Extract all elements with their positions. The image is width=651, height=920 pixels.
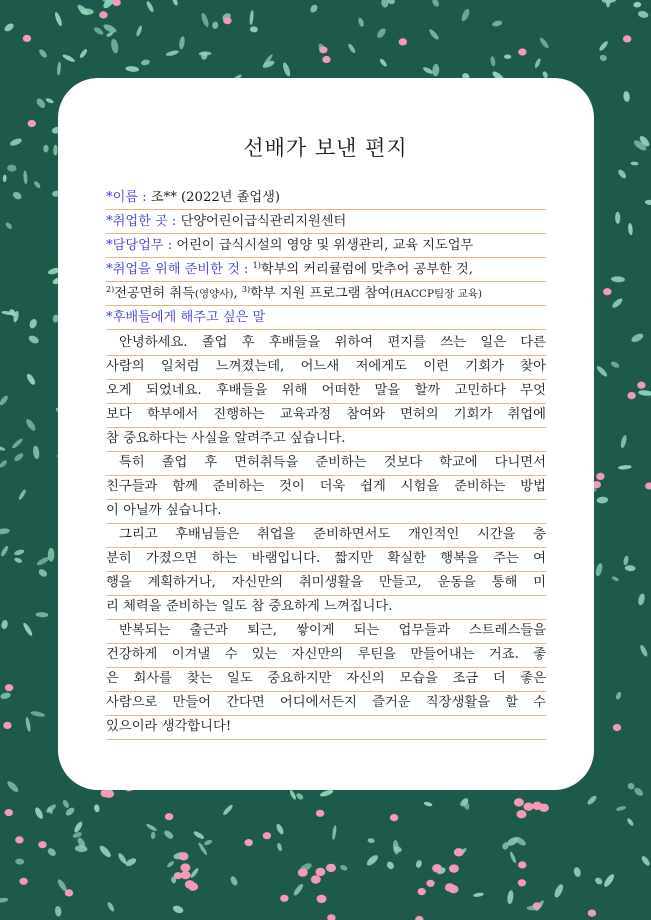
leaf-decoration [492, 20, 503, 28]
blossom-decoration [263, 832, 271, 839]
leaf-decoration [54, 906, 61, 917]
prep-item-2-note: (영양사) [194, 288, 234, 300]
body-line: 친구들과 함께 준비하는 것이 더욱 쉽게 시험을 준비하는 방법 [106, 476, 546, 500]
leaf-decoration [37, 568, 48, 579]
leaf-decoration [628, 223, 634, 236]
blossom-decoration [223, 17, 231, 24]
blossom-decoration [326, 864, 336, 872]
leaf-decoration [32, 445, 40, 459]
blossom-decoration [185, 880, 195, 888]
leaf-decoration [12, 190, 23, 200]
leaf-decoration [423, 801, 433, 807]
leaf-decoration [0, 545, 9, 557]
leaf-decoration [23, 170, 28, 184]
leaf-decoration [422, 66, 434, 75]
leaf-decoration [598, 40, 609, 52]
leaf-decoration [637, 593, 646, 606]
leaf-decoration [319, 789, 334, 798]
blossom-decoration [399, 38, 407, 45]
blossom-decoration [623, 35, 631, 42]
prep-item-1: 학부의 커리큘럼에 맞추어 공부한 것, [260, 262, 473, 277]
blossom-decoration [588, 910, 596, 917]
info-name [106, 186, 546, 210]
leaf-decoration [630, 161, 638, 165]
leaf-decoration [375, 27, 387, 40]
leaf-decoration [611, 276, 625, 283]
leaf-decoration [289, 789, 297, 800]
leaf-decoration [611, 297, 624, 309]
blossom-decoration [317, 895, 327, 903]
leaf-decoration [0, 394, 9, 406]
leaf-decoration [633, 786, 645, 797]
body-line: 이 아닐까 싶습니다. [106, 500, 546, 524]
leaf-decoration [599, 54, 608, 62]
leaf-decoration [625, 565, 636, 571]
leaf-decoration [200, 12, 210, 27]
leaf-decoration [0, 445, 6, 452]
blossom-decoration [415, 916, 423, 920]
duty-value: 어린이 급식시설의 영양 및 위생관리, 교육 지도업무 [176, 238, 474, 253]
prep-item-3: 학부 지원 프로그램 참여 [250, 286, 391, 301]
leaf-decoration [0, 528, 10, 535]
leaf-decoration [179, 36, 186, 50]
leaf-decoration [166, 860, 175, 868]
blossom-decoration [426, 880, 434, 887]
blossom-decoration [645, 482, 651, 489]
blossom-decoration [637, 382, 645, 389]
blossom-decoration [19, 878, 27, 885]
leaf-decoration [13, 549, 25, 557]
letter-body [106, 332, 546, 740]
leaf-decoration [616, 805, 627, 811]
leaf-decoration [229, 875, 239, 887]
prep-item-3-note: (HACCP팀장 교육) [390, 288, 483, 300]
leaf-decoration [35, 612, 48, 618]
leaf-decoration [1, 619, 9, 629]
leaf-decoration [473, 892, 484, 898]
workplace-value: 단양어린이급식관리지원센터 [180, 214, 347, 229]
leaf-decoration [415, 859, 423, 868]
leaf-decoration [64, 806, 76, 817]
leaf-decoration [57, 62, 62, 76]
leaf-decoration [48, 548, 55, 562]
leaf-decoration [630, 332, 644, 344]
leaf-decoration [212, 21, 219, 29]
leaf-decoration [93, 26, 105, 36]
blossom-decoration [449, 885, 459, 893]
leaf-decoration [610, 360, 620, 369]
leaf-decoration [11, 437, 24, 449]
leaf-decoration [13, 452, 25, 463]
info-duty [106, 234, 546, 258]
leaf-decoration [490, 56, 496, 67]
leaf-decoration [638, 390, 651, 397]
leaf-decoration [602, 0, 617, 3]
leaf-decoration [27, 334, 40, 345]
workplace-label: *취업한 곳 : [106, 214, 181, 229]
leaf-decoration [509, 851, 517, 864]
leaf-decoration [331, 825, 337, 840]
body-line: 리 체력을 준비하는 일도 참 중요하게 느껴집니다. [106, 596, 546, 620]
leaf-decoration [596, 496, 608, 503]
leaf-decoration [639, 644, 649, 657]
leaf-decoration [428, 28, 440, 41]
blossom-decoration [101, 789, 111, 797]
leaf-decoration [431, 0, 440, 8]
blossom-decoration [112, 0, 120, 6]
leaf-decoration [538, 36, 549, 49]
blossom-decoration [5, 684, 13, 691]
leaf-decoration [3, 22, 15, 33]
body-line: 있으이라 생각합니다! [106, 716, 546, 740]
blossom-decoration [524, 803, 534, 811]
leaf-decoration [367, 838, 375, 844]
leaf-decoration [4, 221, 13, 230]
blossom-decoration [432, 864, 442, 872]
blossom-decoration [316, 810, 324, 817]
blossom-decoration [38, 841, 46, 848]
leaf-decoration [615, 212, 620, 224]
body-line: 사람의 일처럼 느껴졌는데, 어느새 저에게도 이런 기회가 찾아 [106, 356, 546, 380]
leaf-decoration [249, 10, 254, 25]
blossom-decoration [23, 35, 31, 42]
leaf-decoration [623, 555, 629, 565]
leaf-decoration [25, 373, 36, 386]
body-line: 사람으로 만들어 간다면 어디에서든지 즐거운 직장생활을 할 수 [106, 692, 546, 716]
leaf-decoration [33, 180, 41, 189]
blossom-decoration [99, 11, 107, 18]
blossom-decoration [418, 888, 426, 895]
leaf-decoration [594, 876, 604, 886]
leaf-decoration [193, 830, 206, 840]
prep-marker-1: 1) [252, 261, 261, 270]
blossom-decoration [311, 875, 321, 883]
leaf-decoration [282, 62, 292, 78]
blossom-decoration [327, 914, 335, 920]
blossom-decoration [390, 814, 398, 821]
leaf-decoration [392, 840, 399, 855]
leaf-decoration [275, 823, 285, 836]
leaf-decoration [276, 842, 282, 851]
blossom-decoration [298, 868, 308, 876]
leaf-decoration [586, 794, 598, 806]
blossom-decoration [181, 871, 191, 879]
leaf-decoration [640, 855, 651, 867]
blossom-decoration [180, 863, 190, 871]
info-workplace [106, 210, 546, 234]
leaf-decoration [6, 780, 20, 794]
blossom-decoration [514, 798, 524, 806]
leaf-decoration [35, 97, 47, 110]
prep-separator: , [233, 286, 242, 301]
blossom-decoration [518, 861, 526, 868]
leaf-decoration [611, 575, 619, 582]
leaf-decoration [292, 883, 304, 897]
leaf-decoration [645, 199, 651, 205]
blossom-decoration [3, 722, 11, 729]
leaf-decoration [0, 692, 11, 700]
leaf-decoration [117, 852, 128, 865]
leaf-decoration [460, 8, 471, 23]
page-title: 선배가 보낸 편지 [243, 136, 408, 160]
leaf-decoration [172, 0, 179, 6]
blossom-decoration [280, 895, 288, 902]
blossom-decoration [627, 392, 635, 399]
body-line: 오게 되었네요. 후배들을 위해 어떠한 말을 할까 고민하다 무엇 [106, 380, 546, 404]
body-line: 안녕하세요. 졸업 후 후배들을 위하여 편지를 쓰는 일은 다른 [106, 332, 546, 356]
leaf-decoration [595, 365, 608, 378]
leaf-decoration [365, 853, 380, 867]
leaf-decoration [553, 883, 565, 899]
leaf-decoration [54, 11, 64, 26]
body-line: 은 회사를 찾는 일도 중요하지만 자신의 모습을 조금 더 좋은 [106, 668, 546, 692]
leaf-decoration [14, 557, 23, 564]
leaf-decoration [45, 97, 54, 104]
body-line: 특히 졸업 후 면허취득을 준비하는 것보다 학교에 다니면서 [106, 452, 546, 476]
leaf-decoration [339, 864, 348, 872]
prep-item-2: 전공면허 취득 [114, 286, 195, 301]
leaf-decoration [110, 38, 119, 54]
leaf-decoration [62, 53, 76, 63]
leaf-decoration [106, 901, 115, 912]
blossom-decoration [315, 868, 325, 876]
leaf-decoration [602, 873, 616, 889]
duty-label: *담당업무 : [106, 238, 177, 253]
blossom-decoration [613, 724, 621, 731]
blossom-decoration [603, 288, 611, 295]
leaf-decoration [30, 710, 45, 718]
blossom-decoration [319, 46, 327, 53]
leaf-decoration [46, 847, 57, 858]
leaf-decoration [617, 168, 628, 179]
leaf-decoration [38, 48, 48, 59]
leaf-decoration [637, 10, 649, 19]
leaf-decoration [0, 897, 9, 903]
leaf-decoration [165, 49, 179, 57]
leaf-decoration [250, 26, 258, 33]
leaf-decoration [203, 839, 213, 847]
name-label: *이름 : [106, 190, 151, 205]
leaf-decoration [432, 64, 439, 77]
leaf-decoration [620, 435, 628, 449]
leaf-decoration [504, 55, 511, 59]
leaf-decoration [0, 459, 8, 469]
leaf-decoration [145, 823, 157, 833]
leaf-decoration [163, 829, 175, 840]
blossom-decoration [449, 864, 459, 872]
leaf-decoration [73, 821, 84, 834]
leaf-decoration [172, 904, 185, 914]
leaf-decoration [94, 804, 101, 813]
blossom-decoration [322, 56, 330, 63]
blossom-decoration [518, 48, 526, 55]
leaf-decoration [573, 866, 582, 877]
leaf-decoration [135, 25, 143, 37]
leaf-decoration [595, 562, 604, 576]
blossom-decoration [245, 839, 253, 846]
blossom-decoration [65, 889, 73, 896]
leaf-decoration [626, 817, 635, 827]
leaf-decoration [199, 51, 212, 56]
leaf-decoration [24, 418, 37, 433]
leaf-decoration [18, 489, 27, 501]
leaf-decoration [36, 555, 51, 566]
blossom-decoration [517, 810, 527, 818]
body-line: 행을 계획하거나, 자신만의 취미생활을 만들고, 운동을 통해 미 [106, 572, 546, 596]
blossom-decoration [165, 813, 173, 820]
leaf-decoration [618, 465, 632, 470]
leaf-decoration [145, 0, 155, 13]
leaf-decoration [22, 622, 34, 637]
leaf-decoration [615, 691, 622, 700]
leaf-decoration [189, 867, 199, 879]
info-prep-cont [106, 282, 546, 306]
leaf-decoration [140, 59, 150, 66]
body-line: 보다 학부에서 진행하는 교육과정 참여와 면허의 기회가 취업에 [106, 404, 546, 428]
blossom-decoration [15, 836, 23, 843]
blossom-decoration [28, 120, 36, 127]
body-line: 반복되는 출근과 퇴근, 쌓이게 되는 업무들과 스트레스들을 [106, 620, 546, 644]
leaf-decoration [25, 717, 32, 732]
prep-marker-2: 2) [106, 285, 115, 294]
leaf-decoration [7, 164, 17, 171]
leaf-decoration [507, 890, 514, 905]
leaf-decoration [79, 48, 89, 59]
prep-marker-3: 3) [241, 285, 251, 294]
leaf-decoration [534, 58, 542, 69]
leaf-decoration [623, 91, 631, 102]
leaf-decoration [222, 804, 234, 817]
leaf-decoration [633, 2, 641, 8]
leaf-decoration [15, 858, 24, 864]
leaf-decoration [125, 66, 139, 73]
leaf-decoration [357, 17, 365, 28]
blossom-decoration [518, 879, 526, 886]
body-line: 참 중요하다는 사실을 알려주고 싶습니다. [106, 428, 546, 452]
leaf-decoration [379, 58, 388, 68]
leaf-decoration [627, 782, 636, 791]
blossom-decoration [5, 809, 13, 816]
info-message [106, 306, 546, 330]
message-label: *후배들에게 해주고 싶은 말 [106, 310, 266, 325]
name-value: 조** (2022년 졸업생) [150, 190, 281, 205]
blossom-decoration [533, 902, 541, 909]
body-line: 그리고 후배님들은 취업을 준비하면서도 개인적인 시간을 충 [106, 524, 546, 548]
leaf-decoration [385, 860, 395, 870]
leaf-decoration [151, 831, 156, 839]
leaf-decoration [34, 806, 45, 820]
leaf-decoration [28, 318, 38, 330]
prep-label: *취업을 위해 준비한 것 : [106, 262, 253, 277]
body-line: 분히 가졌으면 하는 바램입니다. 짧지만 확실한 행복을 주는 여 [106, 548, 546, 572]
leaf-decoration [309, 3, 319, 13]
info-prep [106, 258, 546, 282]
leaf-decoration [347, 43, 357, 54]
blossom-decoration [596, 473, 604, 480]
leaf-decoration [62, 799, 71, 809]
leaf-decoration [98, 844, 112, 859]
blossom-decoration [179, 852, 189, 860]
leaf-decoration [295, 792, 304, 801]
body-line: 건강하게 이겨낼 수 있는 자신만의 루틴을 만들어내는 거죠. 좋 [106, 644, 546, 668]
leaf-decoration [3, 175, 7, 183]
blossom-decoration [532, 802, 542, 810]
blossom-decoration [454, 848, 464, 856]
leaf-decoration [72, 831, 83, 839]
